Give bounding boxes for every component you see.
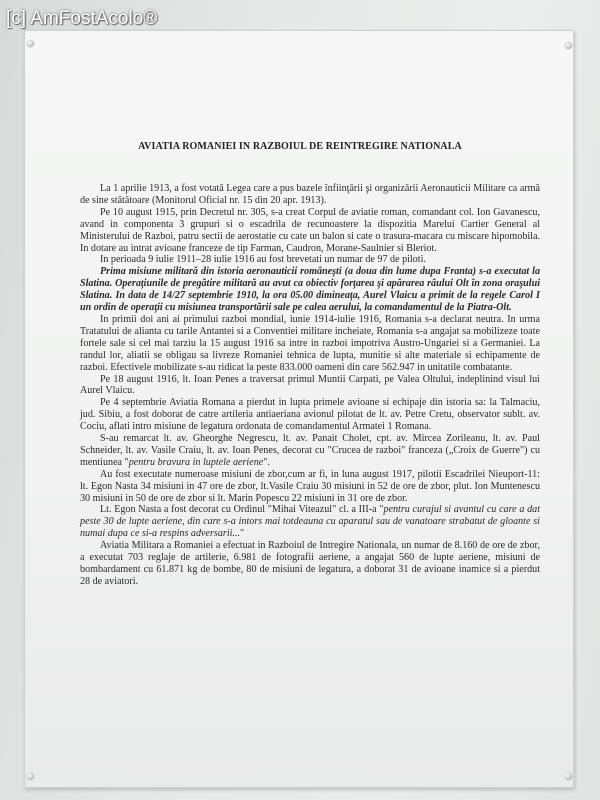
paragraph-11: Aviatia Militara a Romaniei a efectuat in Razboiul de Intregire Nationala, un numar de 8.160 de ore de zbor, a executat 703 reglaje de artilerie, 6.981 de fotografii aeriene, a angajat 560 de lupte aeriene, misiuni de bombardament cu 61.871 kg de bombe, 80 de misiuni de legatura, a doborat 31 de avioane inamice si a pierdut 28 de aviatori.	[80, 540, 540, 587]
pin-top-right	[565, 42, 572, 49]
paragraph-9: Au fost executate numeroase misiuni de zbor,cum ar fi, in luna august 1917, pilotii Escadrilei Nieuport-11: lt. Egon Nasta 34 misiuni in 47 ore de zbor, lt.Vasile Craiu 30 misiuni in 52 de ore de zbor, plut. Ion Muntenescu 30 misiuni in 50 de ore de zbor si lt. Marin Popescu 22 misiuni in 31 ore de zbor.	[80, 468, 540, 504]
document-title: AVIATIA ROMANIEI IN RAZBOIUL DE REINTREGIRE NATIONALA	[138, 141, 462, 152]
pin-bottom-left	[27, 773, 34, 780]
paragraph-8-text: S-au remarcat lt. av. Gheorghe Negrescu, lt. av. Panait Cholet, cpt. av. Mircea Zorileanu, lt. av. Paul Schneider, lt. av. Vasile Craiu, lt. av. Ioan Penes, decorat cu "Crucea de razboi" franceza („Croix de Guerre") cu mentiunea "	[80, 433, 540, 468]
paragraph-8-italic: pentru bravura in luptele aeriene	[128, 456, 264, 468]
paragraph-10-text: Lt. Egon Nasta a fost decorat cu Ordinul "Mihai Viteazul" cl. a III-a "	[100, 504, 384, 516]
paragraph-1: La 1 aprilie 1913, a fost votată Legea care a pus bazele înfiinţării şi organizării Aeronauticii Militare ca armă de sine stătătoare (Monitorul Oficial nr. 15 din 20 apr. 1913).	[80, 183, 540, 206]
document-body	[80, 183, 540, 588]
paragraph-8-tail: ".	[263, 456, 270, 468]
watermark: [c] AmFostAcolo®	[6, 8, 158, 29]
paragraph-10-tail: "	[240, 528, 245, 540]
paragraph-10	[80, 504, 540, 540]
paragraph-8	[80, 433, 540, 469]
paragraph-2: Pe 10 august 1915, prin Decretul nr. 305, s-a creat Corpul de aviatie roman, comandant col. Ion Gavanescu, avand in componenta 3 grupuri si o escadrila de recunoastere la dispozitia Marelui Cartier General al Ministerului de Razboi, patru sectii de aerostatie cu cate un balon si cate o trasura-macara cu miscare hipomobila. In dotare au intrat avioane franceze de tip Farman, Caudron, Morane-Saulnier si Bleriot.	[80, 206, 540, 254]
paragraph-7: Pe 4 septembrie Aviatia Romana a pierdut in lupta primele avioane si echipaje din istoria sa: la Talmaciu, jud. Sibiu, a fost doborat de catre artileria antiaeriana avionul pilotat de lt. av. Petre Cretu, observator sublt. av. Cociu, aflati intro misiune de legatura ordonata de comandamentul Armatei 1 Romana.	[80, 397, 540, 433]
paragraph-10-italic: pentru curajul si avantul cu care a dat peste 30 de lupte aeriene, din care s-a intors mai totdeauna cu aparatul sau de vanatoare strabatut de gloante si numai dupa ce si-a respins adversarii...	[80, 504, 541, 540]
paragraph-5: In primii doi ani ai primului razboi mondial, iunie 1914-iulie 1916, Romania s-a declarat neutra. In urma Tratatului de alianta cu tarile Antantei si a Conventiei militare incheiate, Romania s-a angajat sa mobilizeze toate fortele sale si cel mai tarziu la 15 august 1916 sa intre in razboi impotriva Austro-Ungariei si a Germaniei. La randul lor, aliatii se obligau sa livreze Romaniei tehnica de lupta, munitie si alte materiale si echipamente de razboi. Efectivele mobilizate s-au ridicat la peste 833.000 oameni din care 562.947 in unitatile combatante.	[80, 313, 540, 373]
paragraph-6: Pe 18 august 1916, lt. Ioan Penes a traversat primul Muntii Carpati, pe Valea Oltului, indeplinind visul lui Aurel Vlaicu.	[80, 373, 540, 397]
pin-bottom-right	[565, 773, 572, 780]
paragraph-4: Prima misiune militară din istoria aeronauticii româneşti (a doua din lume dupa Franta) s-a executat la Slatina. Operaţiunile de pregătire militară au avut ca obiectiv forţarea şi apărarea râului Olt în zona oraşului Slatina. In data de 14/27 septembrie 1910, la ora 05.00 dimineaţa, Aurel Vlaicu a primit de la regele Carol I un ordin de operaţii cu misiunea transportării sale pe calea aerului, la comandamentul de la Piatra-Olt.	[80, 266, 540, 314]
paragraph-3: In perioada 9 iulie 1911–28 iulie 1916 au fost brevetati un numar de 97 de piloti.	[100, 254, 426, 266]
pin-top-left	[27, 40, 34, 47]
